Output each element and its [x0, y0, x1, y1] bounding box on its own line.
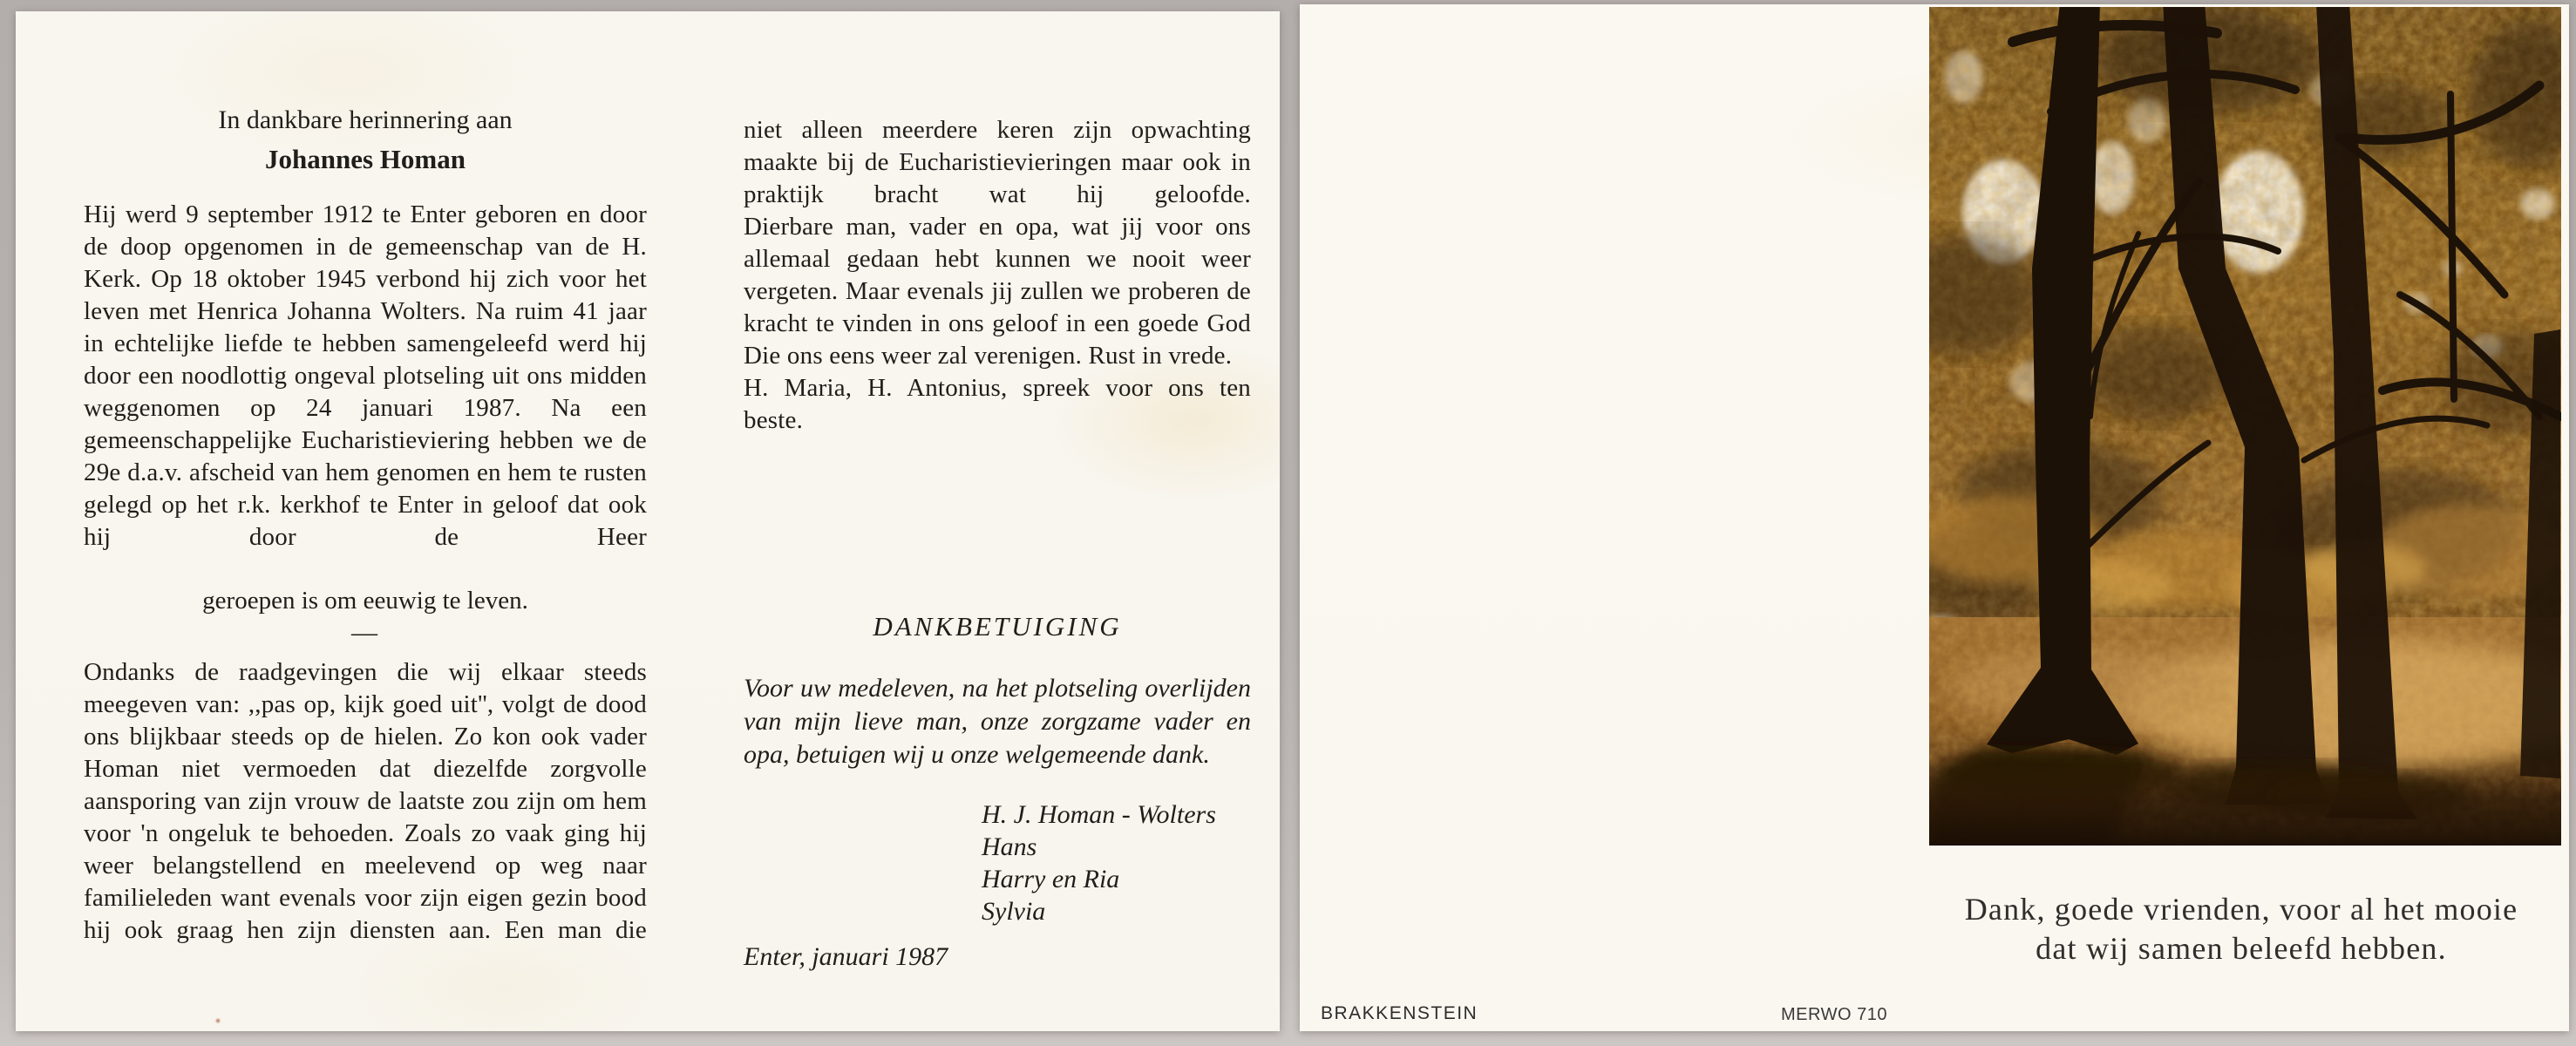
biography-paragraph: Hij werd 9 september 1912 te Enter geboren en door de doop opgenomen in de gemeenschap van de H. Kerk. Op 18 oktober 1945 verbond hij zich voor het leven met Henrica Johanna Wolters. Na ruim 41 jaar in echtelijke liefde te hebben samengeleefd werd hij door een noodlottig ongeval plotseling uit ons midden weggenomen op 24 januari 1987. Na een gemeenschappelijke Eucharistieviering hebben we de 29e d.a.v. afscheid van hem genomen en hem te rusten gelegd op het r.k. kerkhof te Enter in geloof dat ook hij door de Heer — [84, 200, 647, 551]
intro-line: In dankbare herinnering aan — [218, 105, 513, 134]
signature-block — [982, 798, 1269, 927]
autumn-forest-photo — [1929, 7, 2561, 846]
caption-line-2: dat wij samen beleefd hebben. — [2036, 931, 2447, 966]
signature-line: Harry en Ria — [982, 865, 1120, 893]
print-code-label: MERWO 710 — [1781, 1005, 1887, 1024]
farewell-paragraph: Dierbare man, vader en opa, wat jij voor ons allemaal gedaan hebt kunnen we nooit weer vergeten. Maar evenals jij zullen we proberen de kracht te vinden in ons geloof in een goede God Die ons eens weer zal verenigen. Rust in vrede. — [744, 213, 1251, 370]
publisher-label: BRAKKENSTEIN — [1321, 1003, 1478, 1023]
caption-line-1: Dank, goede vrienden, voor al het mooie — [1964, 892, 2518, 927]
signature-line: H. J. Homan - Wolters — [982, 800, 1216, 829]
signature-line: Sylvia — [982, 897, 1046, 926]
acknowledgement-paragraph: Voor uw medeleven, na het plotseling overlijden van mijn lieve man, onze zorgzame vader en opa, betuigen wij u onze welgemeende dank. — [744, 674, 1251, 769]
front-cover-caption — [1901, 890, 2576, 968]
biography-closing-line: geroepen is om eeuwig te leven. — [202, 587, 528, 615]
place-date-line: Enter, januari 1987 — [744, 942, 948, 971]
intercession-line: H. Maria, H. Antonius, spreek voor ons ten beste. — [744, 374, 1251, 434]
inside-spread-card — [16, 11, 1280, 1031]
deceased-name: Johannes Homan — [265, 144, 466, 174]
acknowledgement-heading: DANKBETUIGING — [873, 611, 1122, 642]
autumn-forest-illustration — [1929, 7, 2561, 846]
memorial-continuation — [744, 114, 1251, 437]
memorial-paragraph-continued: niet alleen meerdere keren zijn opwachting maakte bij de Eucharistievieringen maar ook in praktijk bracht wat hij geloofde. — [744, 116, 1251, 208]
signature-line: Hans — [982, 832, 1037, 861]
cover-spread-card — [1300, 4, 2569, 1031]
section-divider: — — [351, 618, 379, 647]
memorial-paragraph: Ondanks de raadgevingen die wij elkaar steeds meegeven van: ,,pas op, kijk goed uit'', volgt de dood ons blijkbaar steeds op de hielen. Zo kon ook vader Homan niet vermoeden dat diezelfde zorgvolle aansporing van zijn vrouw de laatste zou zijn om hem voor 'n ongeluk te behoeden. Zoals zo vaak ging hij weer belangstellend en meelevend op weg naar familieleden want evenals voor zijn eigen gezin bood hij ook graag hen zijn diensten aan. Een man die — [84, 658, 647, 944]
